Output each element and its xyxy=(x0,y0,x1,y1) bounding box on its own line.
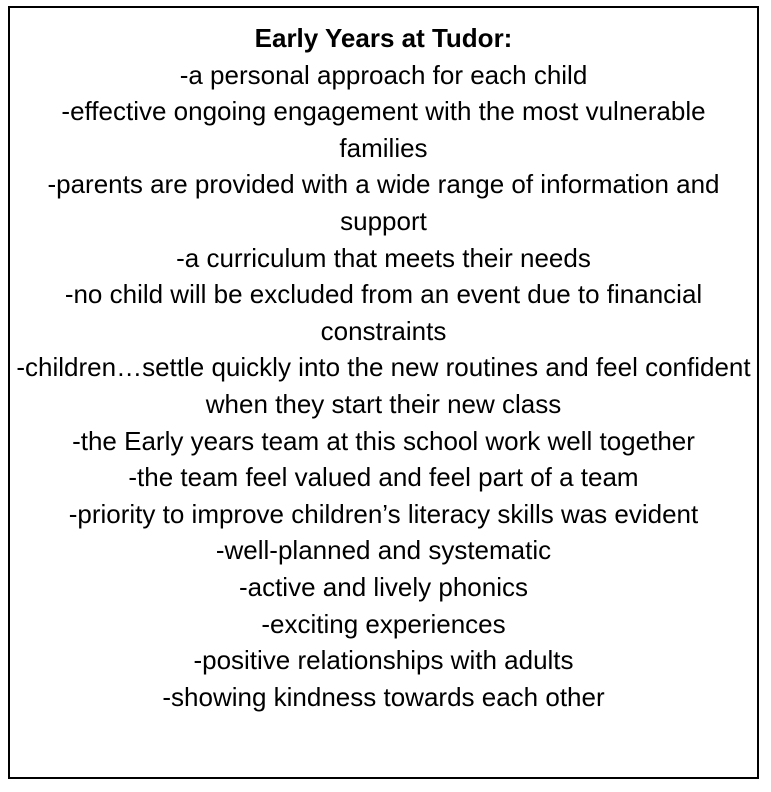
list-item: -no child will be excluded from an event due to financial constraints xyxy=(64,279,703,346)
list-item: -showing kindness towards each other xyxy=(162,681,605,712)
list-item: -children…settle quickly into the new routines and feel confident when they start their new class xyxy=(16,352,751,419)
list-item: -the team feel valued and feel part of a team xyxy=(128,462,639,493)
list-item: -well-planned and systematic xyxy=(215,535,552,566)
document-title: Early Years at Tudor: xyxy=(254,23,513,53)
text-box-content xyxy=(10,20,757,715)
list-item: -active and lively phonics xyxy=(238,571,529,602)
list-item: -a curriculum that meets their needs xyxy=(176,242,591,273)
list-item: -the Early years team at this school work well together xyxy=(72,425,695,456)
list-item: -parents are provided with a wide range of information and support xyxy=(47,169,720,236)
list-item: -effective ongoing engagement with the most vulnerable families xyxy=(61,96,706,163)
text-box-frame xyxy=(8,6,759,779)
list-item: -priority to improve children’s literacy skills was evident xyxy=(68,498,699,529)
list-item: -positive relationships with adults xyxy=(193,645,574,676)
list-item: -a personal approach for each child xyxy=(179,59,588,90)
list-item: -exciting experiences xyxy=(261,608,506,639)
